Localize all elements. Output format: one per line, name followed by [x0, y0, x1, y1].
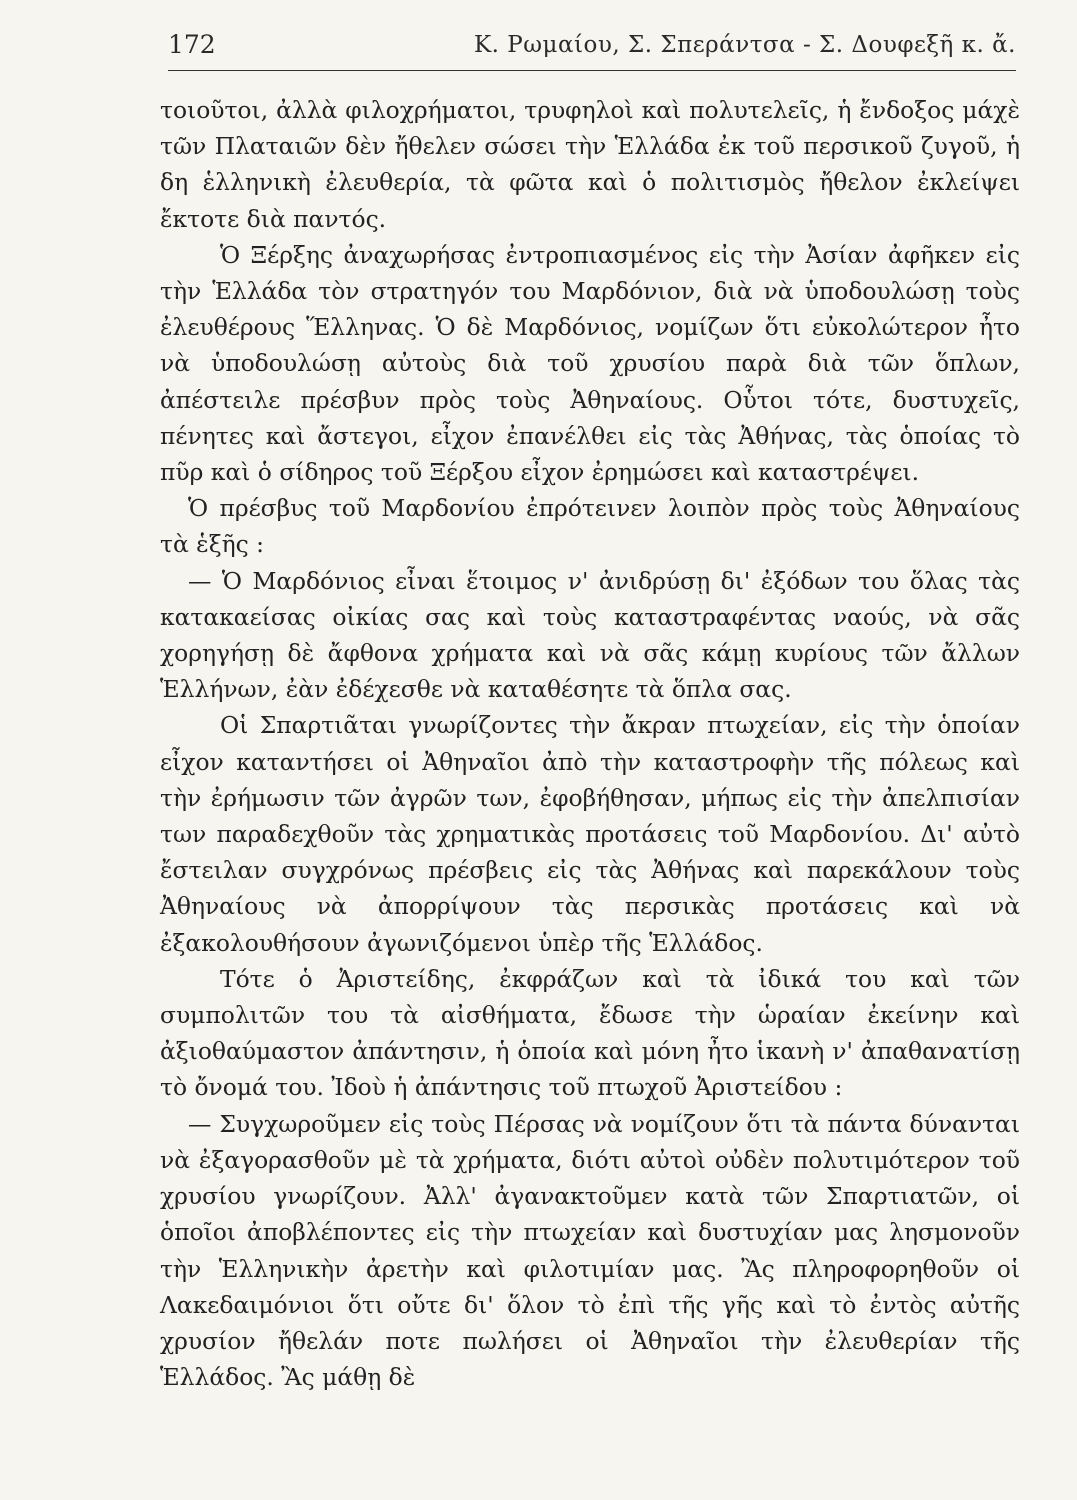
paragraph-xerxes: Ὁ Ξέρξης ἀναχωρήσας ἐντροπιασμένος εἰς τὴν Ἀσίαν ἀφῆκεν εἰς τὴν Ἑλλάδα τὸν στρατηγόν του Μαρδόνιον, διὰ νὰ ὑποδουλώσῃ τοὺς ἐλευθέρους Ἕλληνας. Ὁ δὲ Μαρδόνιος, νομίζων ὅτι εὐκολώτερον ἦτο νὰ ὑποδουλώσῃ αὐτοὺς διὰ τοῦ χρυσίου παρὰ διὰ τῶν ὅπλων, ἀπέστειλε πρέσβυν πρὸς τοὺς Ἀθηναίους. Οὗτοι τότε, δυστυχεῖς, πένητες καὶ ἄστεγοι, εἶχον ἐπανέλθει εἰς τὰς Ἀθήνας, τὰς ὁποίας τὸ πῦρ καὶ ὁ σίδηρος τοῦ Ξέρξου εἶχον ἐρημώσει καὶ καταστρέψει. — [160, 240, 1020, 487]
body-text — [160, 92, 1020, 1395]
paragraph-aristides-reply: — Συγχωροῦμεν εἰς τοὺς Πέρσας νὰ νομίζουν ὅτι τὰ πάντα δύνανται νὰ ἐξαγορασθοῦν μὲ τὰ χρήματα, διότι αὐτοὶ οὐδὲν πολυτιμότερον τοῦ χρυσίου γνωρίζουν. Ἀλλ' ἀγανακτοῦμεν κατὰ τῶν Σπαρτιατῶν, οἱ ὁποῖοι ἀποβλέποντες εἰς τὴν πτωχείαν καὶ δυστυχίαν μας λησμονοῦν τὴν Ἑλληνικὴν ἀρετὴν καὶ φιλοτιμίαν μας. Ἂς πληροφορηθοῦν οἱ Λακεδαιμόνιοι ὅτι οὔτε δι' ὅλον τὸ ἐπὶ τῆς γῆς καὶ τὸ ἐντὸς αὐτῆς χρυσίον ἤθελάν ποτε πωλήσει οἱ Ἀθηναῖοι τὴν ἐλευθερίαν τῆς Ἑλλάδος. Ἂς μάθῃ δὲ — [160, 1109, 1020, 1392]
paragraph-aristides: Τότε ὁ Ἀριστείδης, ἐκφράζων καὶ τὰ ἰδικά του καὶ τῶν συμπολιτῶν του τὰ αἰσθήματα, ἔδωσε τὴν ὡραίαν ἐκείνην καὶ ἀξιοθαύμαστον ἀπάντησιν, ἡ ὁποία καὶ μόνη ἦτο ἱκανὴ ν' ἀπαθανατίσῃ τὸ ὄνομά του. Ἰδοὺ ἡ ἀπάντησις τοῦ πτωχοῦ Ἀριστείδου : — [160, 964, 1020, 1102]
page-number: 172 — [168, 30, 216, 59]
running-title: Κ. Ρωμαίου, Σ. Σπεράντσα - Σ. Δουφεξῆ κ. ἄ. — [474, 32, 1016, 58]
paragraph-envoy: Ὁ πρέσβυς τοῦ Μαρδονίου ἐπρότεινεν λοιπὸν πρὸς τοὺς Ἀθηναίους τὰ ἑξῆς : — [160, 494, 1020, 559]
paragraph-spartans: Οἱ Σπαρτιᾶται γνωρίζοντες τὴν ἄκραν πτωχείαν, εἰς τὴν ὁποίαν εἶχον καταντήσει οἱ Ἀθηναῖοι ἀπὸ τὴν καταστροφὴν τῆς πόλεως καὶ τὴν ἐρήμωσιν τῶν ἀγρῶν των, ἐφοβήθησαν, μήπως εἰς τὴν ἀπελπισίαν των παραδεχθοῦν τὰς χρηματικὰς προτάσεις τοῦ Μαρδονίου. Δι' αὐτὸ ἔστειλαν συγχρόνως πρέσβεις εἰς τὰς Ἀθήνας καὶ παρεκάλουν τοὺς Ἀθηναίους νὰ ἀπορρίψουν τὰς περσικὰς προτάσεις καὶ νὰ ἐξακολουθήσουν ἀγωνιζόμενοι ὑπὲρ τῆς Ἑλλάδος. — [160, 711, 1020, 957]
page-header — [168, 26, 1016, 71]
paragraph-continuation: τοιοῦτοι, ἀλλὰ φιλοχρήματοι, τρυφηλοὶ καὶ πολυτελεῖς, ἡ ἔνδοξος μάχὲ τῶν Πλαταιῶν δὲν ἤθελεν σώσει τὴν Ἑλλάδα ἐκ τοῦ περσικοῦ ζυγοῦ, ἡ δη ἑλληνικὴ ἐλευθερία, τὰ φῶτα καὶ ὁ πολιτισμὸς ἤθελον ἐκλείψει ἔκτοτε διὰ παντός. — [160, 96, 1020, 233]
paragraph-mardonius-offer: — Ὁ Μαρδόνιος εἶναι ἕτοιμος ν' ἀνιδρύσῃ δι' ἐξόδων του ὅλας τὰς κατακαείσας οἰκίας σας καὶ τοὺς καταστραφέντας ναούς, νὰ σᾶς χορηγήσῃ δὲ ἄφθονα χρήματα καὶ νὰ σᾶς κάμῃ κυρίους τῶν ἄλλων Ἑλλήνων, ἐὰν ἐδέχεσθε νὰ καταθέσητε τὰ ὅπλα σας. — [160, 566, 1020, 704]
